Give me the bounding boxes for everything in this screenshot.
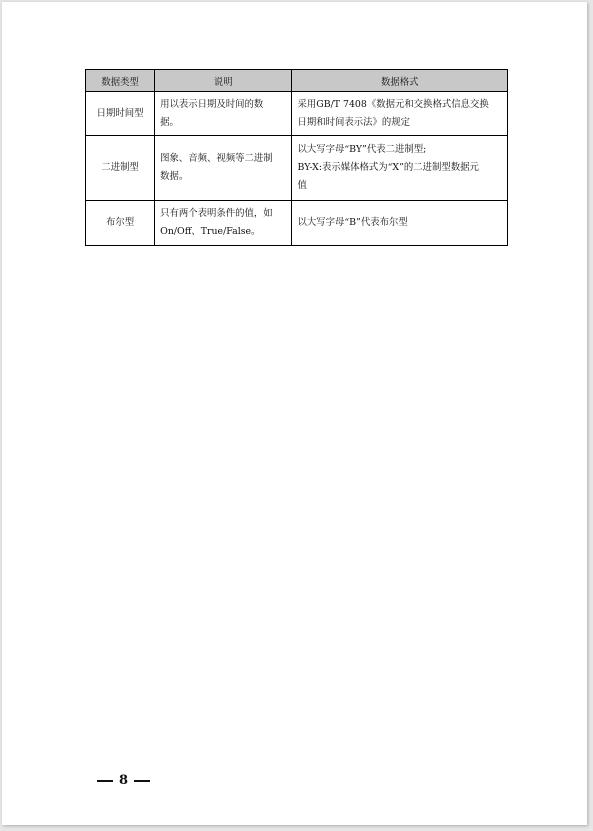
right-dash: [134, 780, 150, 782]
format-line: 以大写字母“B”代表布尔型: [297, 217, 408, 228]
description-line: 数据。: [160, 171, 189, 182]
data-type-table: [85, 69, 508, 246]
description-cell: [155, 201, 292, 246]
format-line: 以大写字母“BY”代表二进制型;: [297, 144, 427, 155]
description-cell: [155, 92, 292, 136]
description-line: 用以表示日期及时间的数: [160, 98, 264, 110]
format-line: BY-X:表示媒体格式为“X”的二进制型数据元: [297, 162, 479, 173]
format-cell: [292, 136, 508, 201]
header-data-format: 数据格式: [292, 70, 508, 92]
type-cell: 布尔型: [86, 201, 155, 246]
table-header-row: [86, 70, 508, 92]
header-description: 说明: [155, 70, 292, 92]
page-number-text: 8: [119, 773, 129, 788]
description-line: On/Off、True/False。: [160, 226, 261, 237]
left-dash: [97, 780, 113, 782]
document-page: [2, 2, 587, 825]
table-row: [86, 92, 508, 136]
description-cell: [155, 136, 292, 201]
type-cell: 二进制型: [86, 136, 155, 201]
table-row: [86, 201, 508, 246]
format-line: 值: [297, 180, 307, 191]
format-cell: [292, 92, 508, 136]
table-row: [86, 136, 508, 201]
description-line: 据。: [160, 116, 179, 128]
format-line: 日期和时间表示法》的规定: [297, 116, 410, 128]
description-line: 图象、音频、视频等二进制: [160, 153, 273, 164]
page-number: [97, 773, 150, 788]
format-line: 采用GB/T 7408《数据元和交换格式信息交换: [297, 98, 489, 110]
format-cell: [292, 201, 508, 246]
header-data-type: 数据类型: [86, 70, 155, 92]
type-cell: 日期时间型: [86, 92, 155, 136]
description-line: 只有两个表明条件的值，如: [160, 208, 273, 219]
